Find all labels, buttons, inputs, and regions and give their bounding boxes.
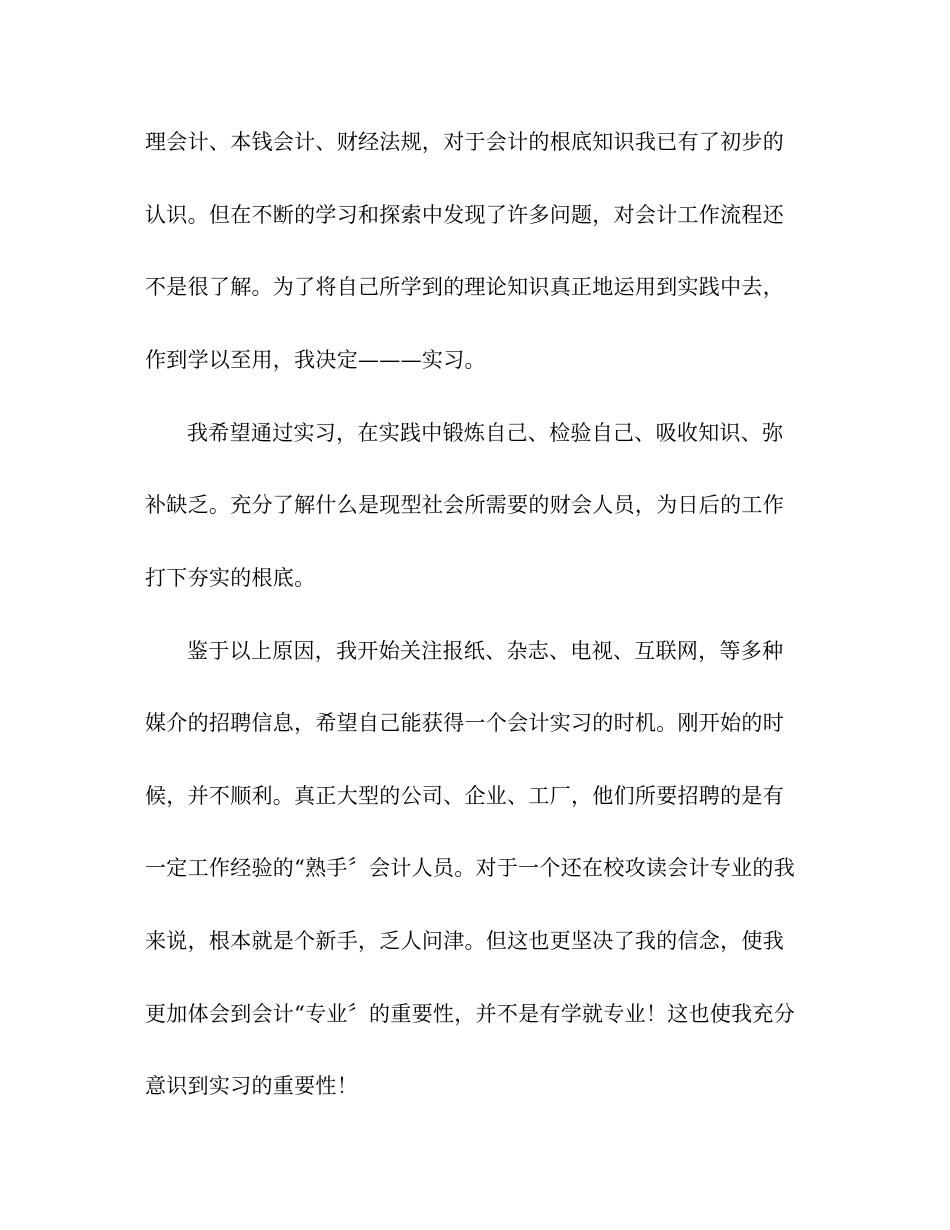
text-line: 意识到实习的重要性！ <box>145 1074 358 1098</box>
text-line: 理会计、本钱会计、财经法规，对于会计的根底知识我已有了初步的 <box>145 130 784 154</box>
text-line: 一定工作经验的“熟手〞会计人员。对于一个还在校攻读会计专业的我 <box>145 856 796 880</box>
text-line: 作到学以至用，我决定———实习。 <box>145 348 486 372</box>
text-line: 认识。但在不断的学习和探索中发现了许多问题，对会计工作流程还 <box>145 203 784 227</box>
text-line: 不是很了解。为了将自己所学到的理论知识真正地运用到实践中去， <box>145 275 784 299</box>
text-line: 打下夯实的根底。 <box>145 566 316 590</box>
text-line: 更加体会到会计“专业〞的重要性，并不是有学就专业！这也使我充分 <box>145 1002 796 1026</box>
text-line: 来说，根本就是个新手，乏人问津。但这也更坚决了我的信念，使我 <box>145 929 784 953</box>
paragraph-first-line: 我希望通过实习，在实践中锻炼自己、检验自己、吸收知识、弥 <box>187 421 784 445</box>
paragraph-first-line: 鉴于以上原因，我开始关注报纸、杂志、电视、互联网，等多种 <box>187 639 784 663</box>
text-line: 候，并不顺利。真正大型的公司、企业、工厂，他们所要招聘的是有 <box>145 784 784 808</box>
text-line: 补缺乏。充分了解什么是现型社会所需要的财会人员，为日后的工作 <box>145 493 784 517</box>
text-line: 媒介的招聘信息，希望自己能获得一个会计实习的时机。刚开始的时 <box>145 711 784 735</box>
